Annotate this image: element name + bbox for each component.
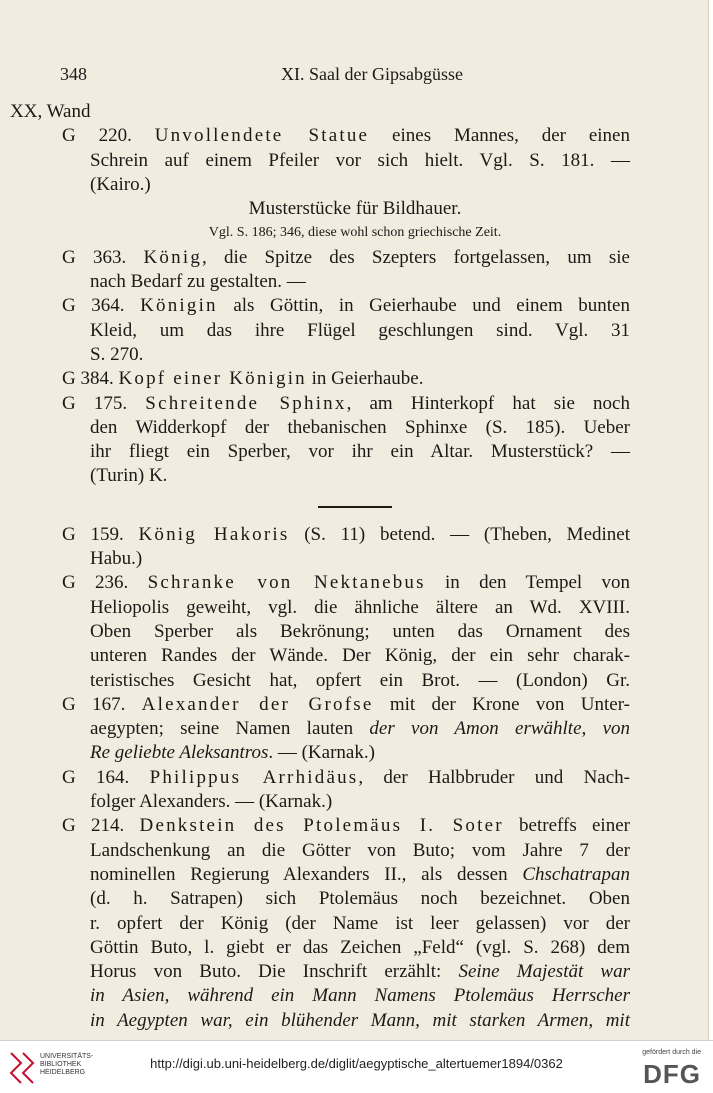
library-name-line: UNIVERSITÄTS- <box>40 1053 94 1060</box>
spaced-title: König Hakoris <box>138 523 290 545</box>
entry-continuation-line <box>0 270 708 294</box>
text-run: , am Hinterkopf hat sie noch <box>346 392 630 414</box>
spaced-title: Schranke von Nektanebus <box>147 572 426 594</box>
entry-continuation-line <box>0 343 708 367</box>
spaced-title: Kopf einer Königin <box>118 368 307 390</box>
text-run: Vgl. S. 186; 346, diese wohl schon griechische Zeit. <box>208 225 502 241</box>
text-run: Oben Sperber als Bekrönung; unten das Ornament des <box>90 620 630 642</box>
italic-quote: in Aegypten war, ein blühender Mann, mit starken Armen, mit <box>90 1009 630 1031</box>
text-run: (Kairo.) <box>90 173 151 195</box>
text-run: aegypten; seine Namen lauten <box>90 718 370 740</box>
entry-continuation-line <box>0 984 630 1008</box>
entry-continuation-line <box>0 669 630 693</box>
italic-quote: Seine Majestät war <box>458 961 631 983</box>
section-divider <box>0 489 708 523</box>
entry-continuation-line <box>0 912 630 936</box>
entry-continuation-line <box>0 1009 630 1033</box>
text-run: S. 270. <box>90 343 144 365</box>
text-run: den Widderkopf der thebanischen Sphinxe (S. 185). Ueber <box>90 416 630 438</box>
italic-quote: der von Amon erwählte, von <box>369 718 631 740</box>
spaced-title: Denkstein des Ptolemäus I. Soter <box>139 815 504 837</box>
wall-heading <box>0 100 708 124</box>
text-run: betreffs einer <box>503 815 630 837</box>
text-run: G 220. <box>62 125 155 147</box>
spaced-title: Unvollendete Statue <box>154 125 370 147</box>
entry-line <box>0 766 630 790</box>
text-run: (d. h. Satrapen) sich Ptolemäus noch bezeichnet. Oben <box>90 888 630 910</box>
text-run: r. opfert der König (der Name ist leer gelassen) vor der <box>90 912 630 934</box>
entry-line <box>0 246 630 270</box>
funding-note: gefördert durch die <box>642 1049 701 1056</box>
running-head <box>60 64 648 90</box>
text-run: Musterstücke für Bildhauer. <box>248 198 462 220</box>
text-run: G 236. <box>62 572 148 594</box>
entry-continuation-line <box>0 440 630 464</box>
entry-continuation-line <box>0 790 708 814</box>
text-run: G 364. <box>62 295 141 317</box>
text-run: unteren Randes der Wände. Der König, der ein sehr charak- <box>90 645 630 667</box>
entry-continuation-line <box>0 149 630 173</box>
entry-continuation-line <box>0 620 630 644</box>
library-name-line: BIBLIOTHEK <box>40 1061 82 1068</box>
text-run: folger Alexanders. — (Karnak.) <box>90 791 333 813</box>
text-run: G 384. <box>62 368 119 390</box>
italic-quote: in Asien, während ein Mann Namens Ptolemäus Herrscher <box>90 985 630 1007</box>
entry-continuation-line <box>0 547 708 571</box>
entry-continuation-line <box>0 644 630 668</box>
entry-continuation-line <box>0 887 630 911</box>
spaced-title: Philippus Arrhidäus <box>149 766 359 788</box>
text-run: , die Spitze des Szepters fortgelassen, um sie <box>202 246 630 268</box>
entry-line <box>0 571 630 595</box>
text-run: mit der Krone von Unter- <box>373 693 630 715</box>
text-run: als Göttin, in Geierhaube und einem bunten <box>217 295 630 317</box>
spaced-title: Alexander der Grofse <box>141 693 374 715</box>
entry-continuation-line <box>0 717 630 741</box>
entry-line <box>0 392 630 416</box>
italic-quote: Re geliebte Aleksantros <box>90 742 269 764</box>
text-run: XX, Wand <box>10 101 91 122</box>
entry-continuation-line <box>0 839 630 863</box>
page-number: 348 <box>60 64 87 84</box>
text-run: (S. 11) betend. — (Theben, Medinet <box>289 523 630 545</box>
entry-line <box>0 294 630 318</box>
text-run: , der Halbbruder und Nach- <box>358 766 630 788</box>
text-run: Göttin Buto, l. giebt er das Zeichen „Feld“ (vgl. S. 268) dem <box>90 936 630 958</box>
section-subheading <box>0 197 708 221</box>
entry-continuation-line <box>0 960 630 984</box>
running-title: XI. Saal der Gipsabgüsse <box>281 64 463 84</box>
entry-continuation-line <box>0 319 630 343</box>
text-run: eines Mannes, der einen <box>369 125 630 147</box>
text-run: ihr fliegt ein Sperber, vor ihr ein Altar. Musterstück? — <box>90 441 630 463</box>
entry-continuation-line <box>0 741 708 765</box>
entry-line <box>0 124 630 148</box>
entry-line <box>0 523 630 547</box>
text-run: teristisches Gesicht hat, opfert ein Brot. — (London) Gr. <box>90 669 630 691</box>
text-run: (Turin) K. <box>90 465 168 487</box>
text-run: nominellen Regierung Alexanders II., als dessen <box>90 863 523 885</box>
text-run: G 363. <box>62 246 144 268</box>
text-run: . — (Karnak.) <box>268 742 375 764</box>
entry-continuation-line <box>0 596 630 620</box>
spaced-title: Schreitende Sphinx <box>145 392 347 414</box>
entry-continuation-line <box>0 936 630 960</box>
text-run: nach Bedarf zu gestalten. — <box>90 271 306 293</box>
text-run: Landschenkung an die Götter von Buto; vom Jahre 7 der <box>90 839 630 861</box>
text-run: G 164. <box>62 766 150 788</box>
dfg-logo: DFG <box>643 1059 701 1089</box>
permalink[interactable]: http://digi.ub.uni-heidelberg.de/diglit/aegyptische_altertuemer1894/0362 <box>150 1056 563 1071</box>
entry-line <box>0 367 708 391</box>
library-name-line: HEIDELBERG <box>40 1069 86 1076</box>
entry-line <box>0 814 630 838</box>
text-run: Horus von Buto. Die Inschrift erzählt: <box>90 961 459 983</box>
entry-continuation-line <box>0 464 708 488</box>
text-run: G 159. <box>62 523 139 545</box>
text-run: G 175. <box>62 392 146 414</box>
divider-rule <box>318 506 392 508</box>
text-run: Schrein auf einem Pfeiler vor sich hielt. Vgl. S. 181. — <box>90 149 630 171</box>
text-run: Habu.) <box>90 548 143 570</box>
text-run: Heliopolis geweiht, vgl. die ähnliche ältere an Wd. XVIII. <box>90 596 630 618</box>
text-run: G 167. <box>62 693 142 715</box>
footer-bar <box>0 1040 713 1093</box>
section-note <box>0 221 708 245</box>
entry-continuation-line <box>0 173 708 197</box>
spaced-title: König <box>143 246 203 268</box>
text-run: in den Tempel von <box>425 572 630 594</box>
text-run: G 214. <box>62 815 140 837</box>
entry-continuation-line <box>0 863 630 887</box>
entry-line <box>0 693 630 717</box>
spaced-title: Königin <box>140 295 218 317</box>
text-run: Kleid, um das ihre Flügel geschlungen sind. Vgl. 31 <box>90 319 630 341</box>
entry-continuation-line <box>0 416 630 440</box>
body-text <box>0 100 708 1033</box>
text-run: in Geierhaube. <box>306 368 424 390</box>
italic-quote: Chschatrapan <box>522 863 630 885</box>
